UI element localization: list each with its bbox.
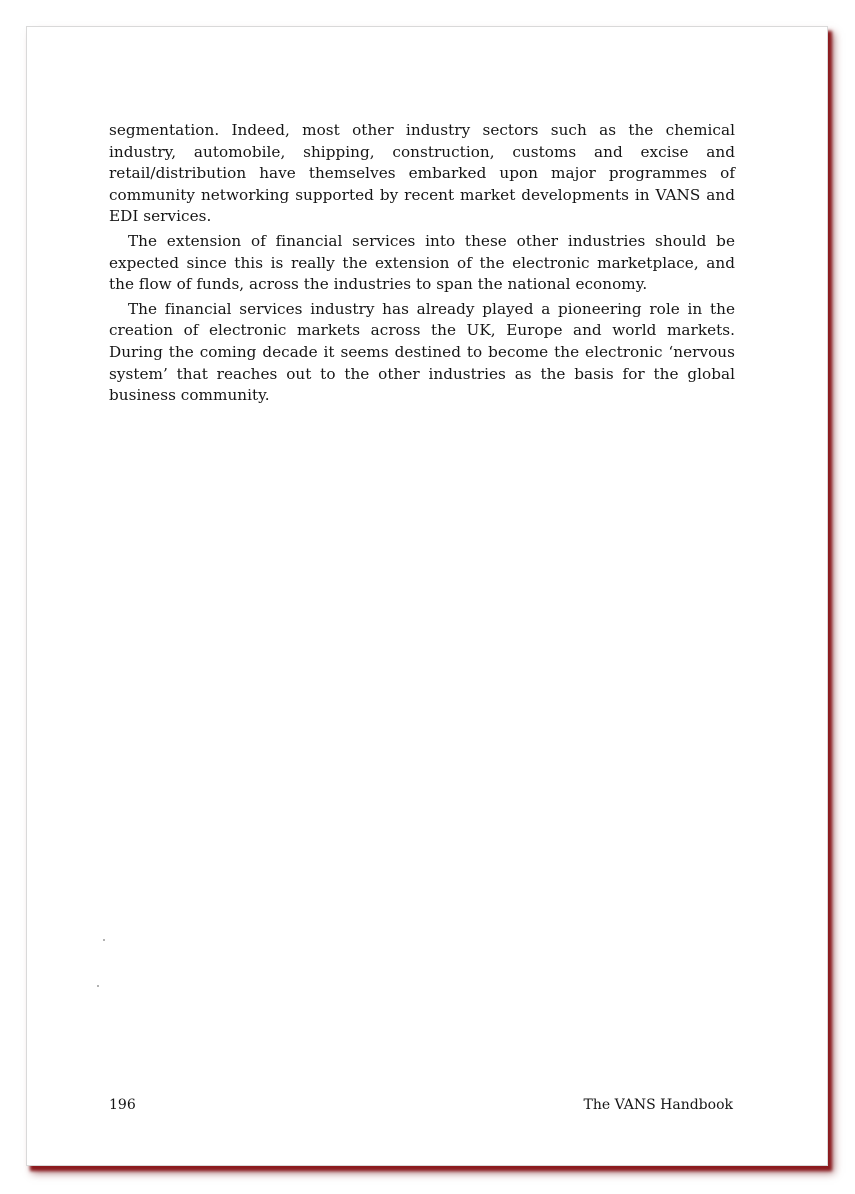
scan-speck xyxy=(97,985,99,987)
running-footer-title: The VANS Handbook xyxy=(583,1097,733,1113)
paragraph-pioneering-role: The financial services industry has already played a pioneering role in the creation of electronic markets across the UK, Europe and world markets. During the coming decade it seems destined to become the electronic ‘nervous system’ that reaches out to the other industries as the basis for the global business community. xyxy=(109,299,735,405)
body-text xyxy=(109,120,735,407)
book-page xyxy=(26,26,828,1166)
paragraph-continuation: segmentation. Indeed, most other industry sectors such as the chemical industry, automobile, shipping, construction, customs and excise and retail/distribution have themselves embarked upon major programmes of community networking supported by recent market developments in VANS and EDI services. xyxy=(109,121,735,226)
paragraph-financial-extension: The extension of financial services into these other industries should be expected since this is really the extension of the electronic marketplace, and the flow of funds, across the industries to span the national economy. xyxy=(109,231,735,294)
page-number: 196 xyxy=(109,1097,136,1113)
scan-speck xyxy=(103,939,105,941)
